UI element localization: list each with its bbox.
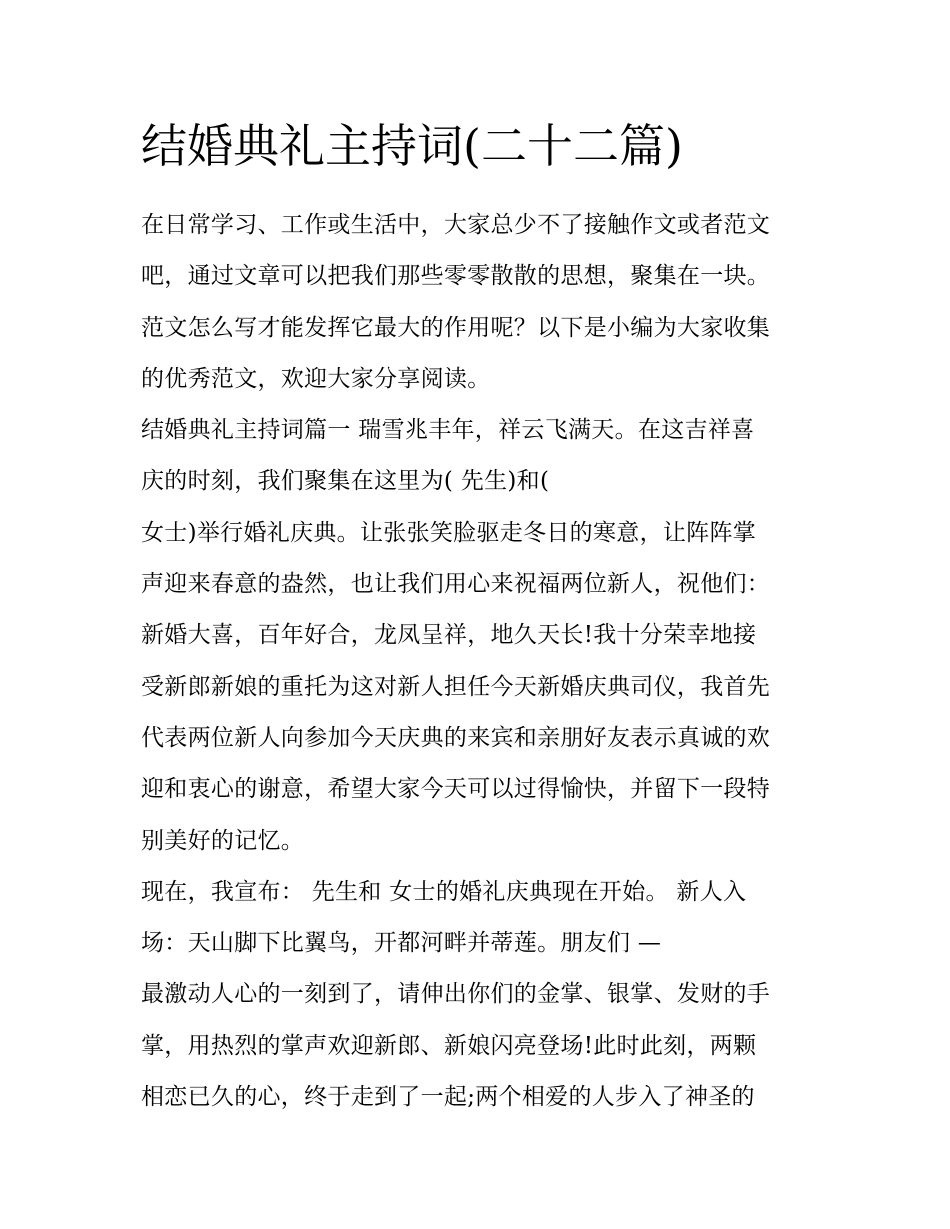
text-line: 相恋已久的心，终于走到了一起;两个相爱的人步入了神圣的 xyxy=(141,1084,755,1111)
text-line: 在日常学习、工作或生活中，大家总少不了接触作文或者范文 xyxy=(141,212,771,238)
text-line: 受新郎新娘的重托为这对新人担任今天新婚庆典司仪，我首先 xyxy=(141,673,771,700)
text-line: 女士)举行婚礼庆典。让张张笑脸驱走冬日的寒意，让阵阵掌 xyxy=(141,519,757,546)
text-line: 庆的时刻，我们聚集在这里为( 先生)和( xyxy=(141,468,550,495)
text-line: 最激动人心的一刻到了，请伸出你们的金掌、银掌、发财的手 xyxy=(141,981,771,1008)
text-line: 声迎来春意的盎然，也让我们用心来祝福两位新人，祝他们： xyxy=(141,571,771,598)
text-line: 现在，我宣布： 先生和 女士的婚礼庆典现在开始。 新人入 xyxy=(141,878,747,905)
text-line: 结婚典礼主持词篇一 瑞雪兆丰年，祥云飞满天。在这吉祥喜 xyxy=(141,417,755,444)
document-body xyxy=(141,200,841,1123)
text-line: 代表两位新人向参加今天庆典的来宾和亲朋好友表示真诚的欢 xyxy=(141,724,771,751)
text-line: 掌，用热烈的掌声欢迎新郎、新娘闪亮登场!此时此刻，两颗 xyxy=(141,1032,757,1059)
text-line: 场：天山脚下比翼鸟，开都河畔并蒂莲。朋友们 — xyxy=(141,930,662,957)
text-line: 吧，通过文章可以把我们那些零零散散的思想，聚集在一块。 xyxy=(141,263,771,290)
text-line: 新婚大喜，百年好合，龙凤呈祥，地久天长!我十分荣幸地接 xyxy=(141,622,757,649)
text-line: 的优秀范文，欢迎大家分享阅读。 xyxy=(141,365,491,392)
text-line: 迎和衷心的谢意，希望大家今天可以过得愉快，并留下一段特 xyxy=(141,776,771,803)
document-title: 结婚典礼主持词(二十二篇) xyxy=(141,119,683,173)
text-line: 别美好的记忆。 xyxy=(141,827,305,854)
text-line: 范文怎么写才能发挥它最大的作用呢？以下是小编为大家收集 xyxy=(141,314,771,341)
